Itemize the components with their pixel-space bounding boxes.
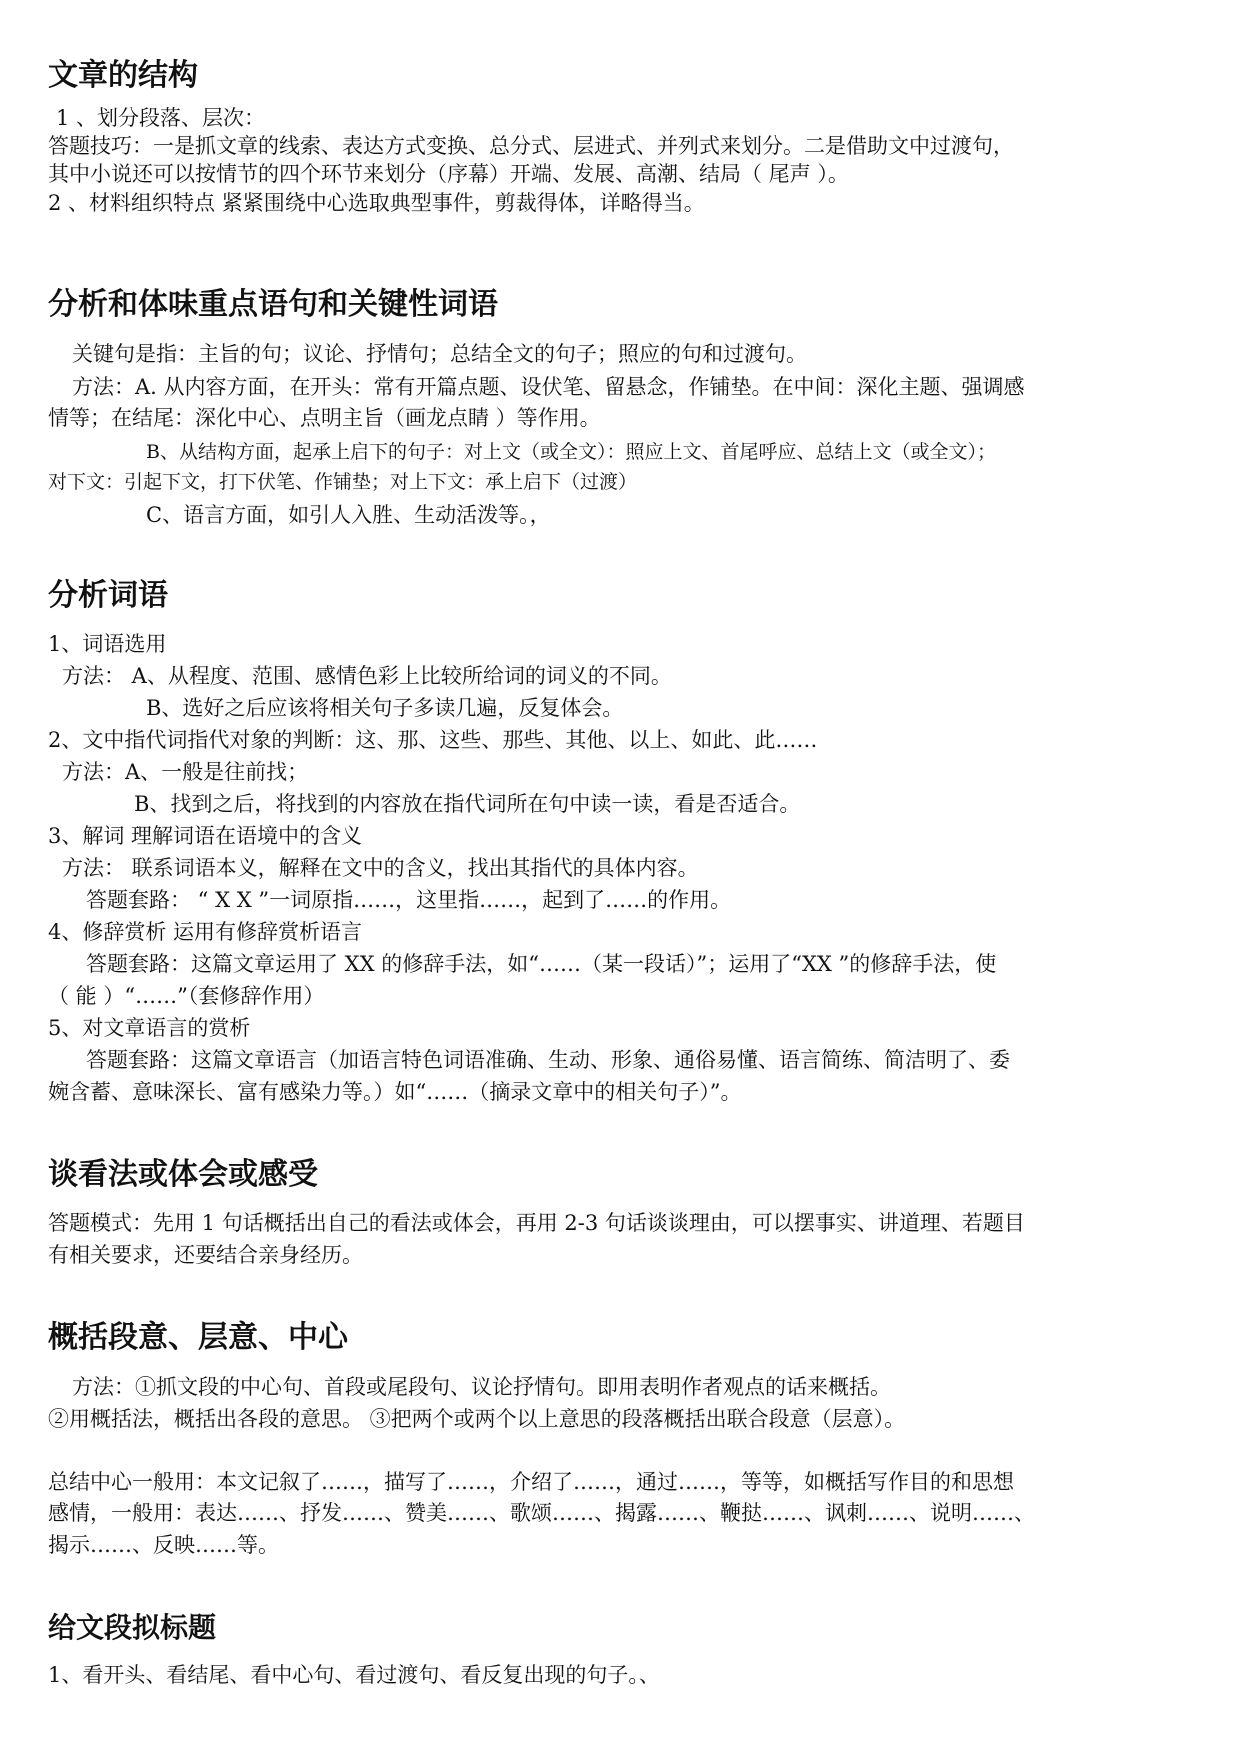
text-line: 1、看开头、看结尾、看中心句、看过渡句、看反复出现的句子。、 bbox=[48, 1663, 660, 1687]
text-line: 2 、材料组织特点 紧紧围绕中心选取典型事件，剪裁得体，详略得当。 bbox=[48, 191, 705, 215]
text-line: 答题套路： “ X X ”一词原指……，这里指……，起到了……的作用。 bbox=[86, 888, 732, 912]
text-line: ②用概括法，概括出各段的意思。 ③把两个或两个以上意思的段落概括出联合段意（层意）。 bbox=[48, 1407, 906, 1431]
text-line: 答题模式：先用 1 句话概括出自己的看法或体会，再用 2-3 句话谈谈理由，可以摆事实、讲道理、若题目 bbox=[48, 1211, 1025, 1235]
text-line: B、从结构方面，起承上启下的句子：对上文（或全文）：照应上文、首尾呼应、总结上文（或全文）； bbox=[146, 441, 996, 463]
text-line: 2、文中指代词指代对象的判断：这、那、这些、那些、其他、以上、如此、此…… bbox=[48, 728, 818, 752]
text-line: 方法：①抓文段的中心句、首段或尾段句、议论抒情句。即用表明作者观点的话来概括。 bbox=[72, 1375, 891, 1399]
text-line: 答题技巧：一是抓文章的线索、表达方式变换、总分式、层进式、并列式来划分。二是借助文中过渡句， bbox=[48, 134, 1014, 158]
text-line: 1、词语选用 bbox=[48, 632, 167, 656]
text-line: 方法： A、从程度、范围、感情色彩上比较所给词的词义的不同。 bbox=[62, 664, 672, 688]
text-line: C、语言方面，如引人入胜、生动活泼等。， bbox=[146, 503, 551, 527]
text-line: 5、对文章语言的赏析 bbox=[48, 1016, 251, 1040]
text-line: 对下文：引起下文，打下伏笔、作铺垫；对上下文：承上启下（过渡） bbox=[48, 471, 638, 493]
section-heading-structure: 文章的结构 bbox=[48, 58, 198, 93]
section-heading-titling: 给文段拟标题 bbox=[48, 1611, 217, 1644]
text-line: 总结中心一般用：本文记叙了……，描写了……，介绍了……，通过……，等等，如概括写作目的和思想 bbox=[48, 1470, 1014, 1494]
text-line: （ 能 ）“……”（套修辞作用） bbox=[48, 984, 325, 1008]
text-line: 4、修辞赏析 运用有修辞赏析语言 bbox=[48, 920, 363, 944]
text-line: 3、解词 理解词语在语境中的含义 bbox=[48, 824, 363, 848]
text-line: 其中小说还可以按情节的四个环节来划分（序幕）开端、发展、高潮、结局（ 尾声 ）。 bbox=[48, 162, 849, 186]
text-line: 答题套路：这篇文章运用了 XX 的修辞手法，如“……（某一段话）”；运用了“XX ”的修辞手法，使 bbox=[86, 952, 997, 976]
section-heading-opinion: 谈看法或体会或感受 bbox=[48, 1157, 318, 1192]
text-line: 方法：A. 从内容方面，在开头：常有开篇点题、设伏笔、留悬念，作铺垫。在中间：深化主题、强调感 bbox=[72, 375, 1025, 399]
text-line: 关键句是指：主旨的句；议论、抒情句；总结全文的句子；照应的句和过渡句。 bbox=[72, 342, 807, 366]
section-heading-key-sentences: 分析和体味重点语句和关键性词语 bbox=[48, 287, 498, 322]
text-line: 方法：A、一般是往前找； bbox=[62, 760, 309, 784]
text-line: B、找到之后，将找到的内容放在指代词所在句中读一读，看是否适合。 bbox=[134, 792, 801, 816]
text-line: 情等；在结尾：深化中心、点明主旨（画龙点睛 ）等作用。 bbox=[48, 406, 601, 430]
text-line: 婉含蓄、意味深长、富有感染力等。）如“……（摘录文章中的相关句子）”。 bbox=[48, 1080, 742, 1104]
text-line: B、选好之后应该将相关句子多读几遍，反复体会。 bbox=[146, 696, 624, 720]
section-heading-word-analysis: 分析词语 bbox=[48, 578, 168, 613]
text-line: 1 、划分段落、层次： bbox=[56, 106, 266, 130]
text-line: 揭示……、反映……等。 bbox=[48, 1533, 279, 1557]
text-line: 有相关要求，还要结合亲身经历。 bbox=[48, 1243, 363, 1267]
text-line: 方法： 联系词语本义，解释在文中的含义，找出其指代的具体内容。 bbox=[62, 856, 699, 880]
section-heading-summarize: 概括段意、层意、中心 bbox=[48, 1320, 348, 1355]
text-line: 感情，一般用：表达……、抒发……、赞美……、歌颂……、揭露……、鞭挞……、讽刺……、说明……、 bbox=[48, 1501, 1035, 1525]
text-line: 答题套路：这篇文章语言（加语言特色词语准确、生动、形象、通俗易懂、语言简练、简洁明了、委 bbox=[86, 1048, 1010, 1072]
